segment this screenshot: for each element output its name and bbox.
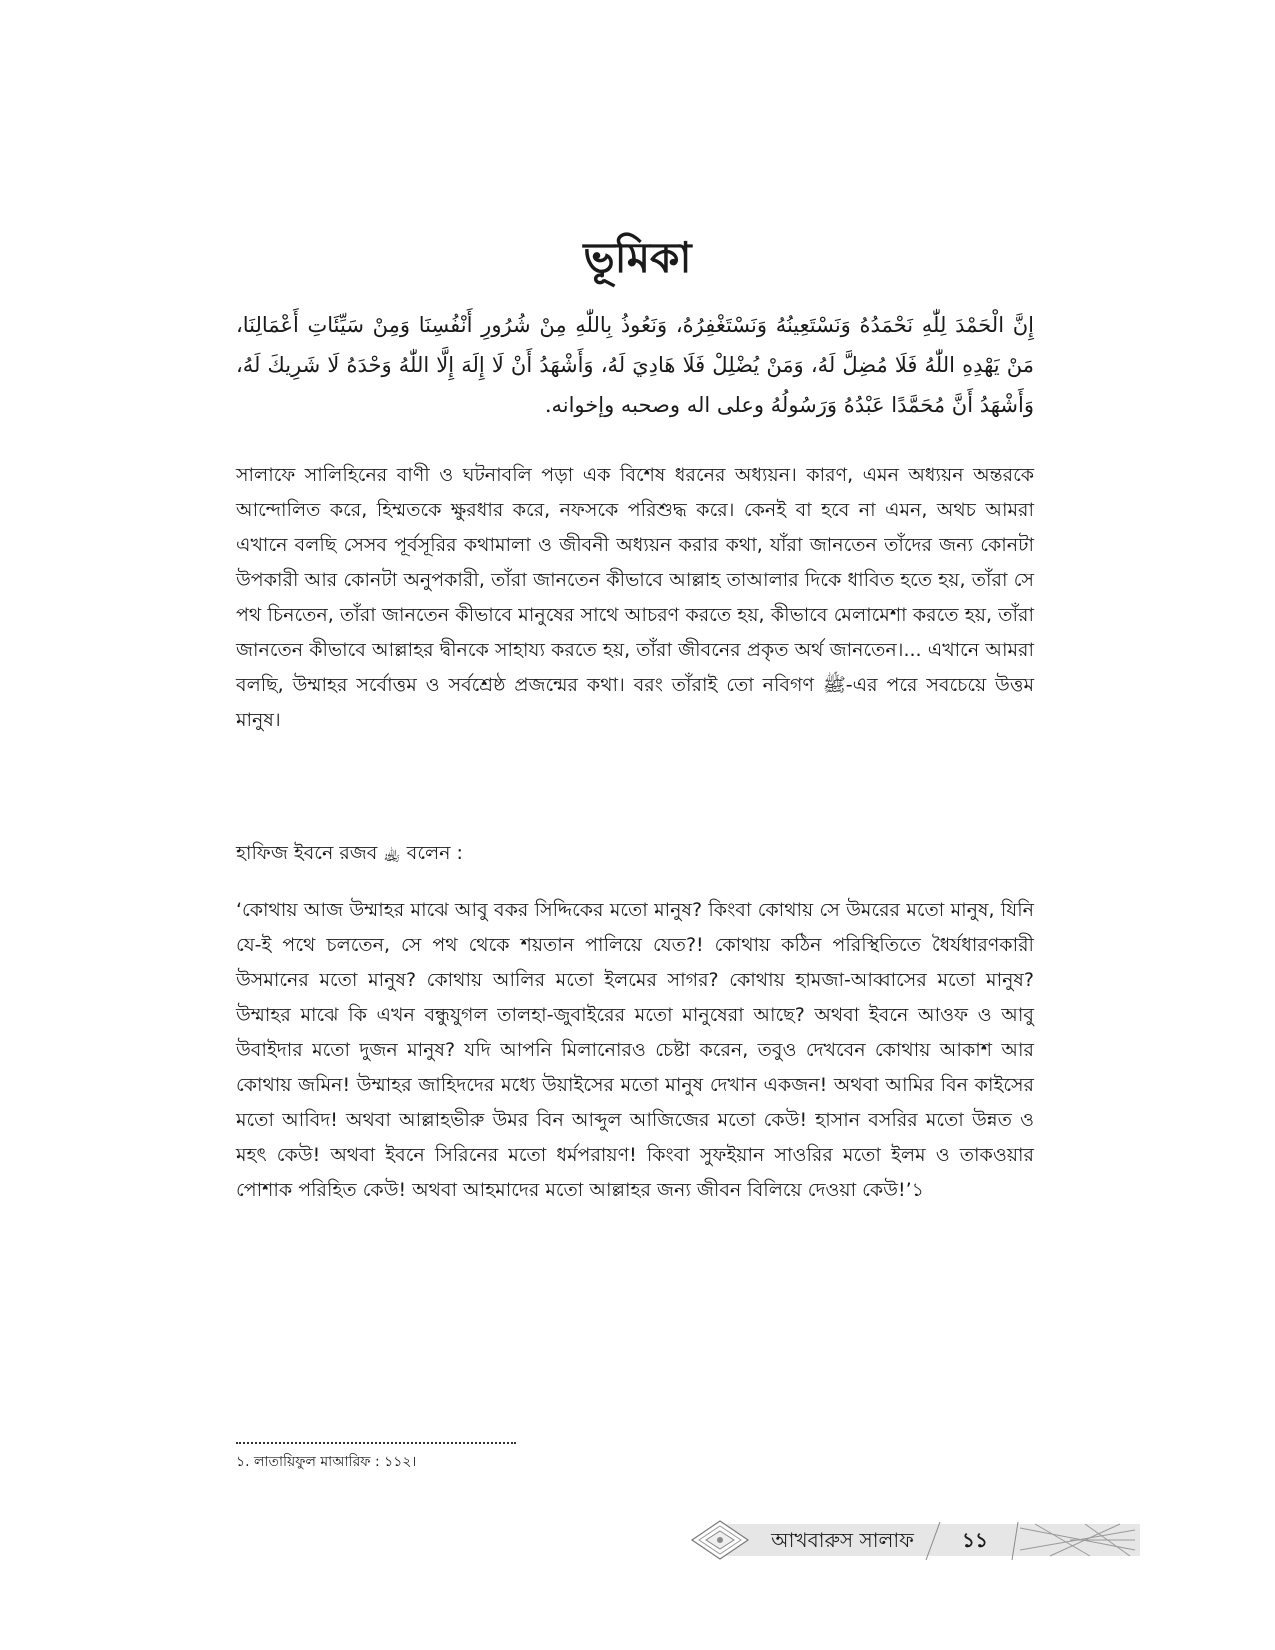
quote-paragraph: ‘কোথায় আজ উম্মাহর মাঝে আবু বকর সিদ্দিকের মতো মানুষ? কিংবা কোথায় সে উমরের মতো মানুষ, যিনি যে-ই পথে চলতেন, সে পথ থেকে শয়তান পালিয়ে যেত?! কোথায় কঠিন পরিস্থিতিতে ধৈর্যধারণকারী উসমানের মতো মানুষ? কোথায় আলির মতো ইলমের সাগর? কোথায় হামজা-আব্বাসের মতো মানুষ? উম্মাহর মাঝে কি এখন বন্ধুযুগল তালহা-জুবাইরের মতো মানুষেরা আছে? অথবা ইবনে আওফ ও আবু উবাইদার মতো দুজন মানুষ? যদি আপনি মিলানোরও চেষ্টা করেন, তবুও দেখবেন কোথায় আকাশ আর কোথায় জমিন! উম্মাহর জাহিদদের মধ্যে উয়াইসের মতো মানুষ দেখান একজন! অথবা আমির বিন কাইসের মতো আবিদ! অথবা আল্লাহভীরু উমর বিন আব্দুল আজিজের মতো কেউ! হাসান বসরির মতো উন্নত ও মহৎ কেউ! অথবা ইবনে সিরিনের মতো ধর্মপরায়ণ! কিংবা সুফইয়ান সাওরির মতো ইলম ও তাকওয়ার পোশাক পরিহিত কেউ! অথবা আহমাদের মতো আল্লাহর জন্য জীবন বিলিয়ে দেওয়া কেউ!’১ xyxy=(236,899,1034,1201)
running-title: আখবারুস সালাফ xyxy=(771,1528,914,1552)
arabic-invocation: إِنَّ الْحَمْدَ لِلّٰهِ نَحْمَدُهُ وَنَسْتَعِينُهُ وَنَسْتَغْفِرُهُ، وَنَعُوذُ بِاللّٰهِ مِنْ شُرُورِ أَنْفُسِنَا وَمِنْ سَيِّئَاتِ أَعْمَالِنَا، مَنْ يَهْدِهِ اللّٰهُ فَلَا مُضِلَّ لَهُ، وَمَنْ يُضْلِلْ فَلَا هَادِيَ لَهُ، وَأَشْهَدُ أَنْ لَا إِلَهَ إِلَّا اللّٰهُ وَحْدَهُ لَا شَرِيكَ لَهُ، وَأَشْهَدُ أَنَّ مُحَمَّدًا عَبْدُهُ وَرَسُولُهُ وعلى اله وصحبه وإخوانه. xyxy=(236,313,1034,417)
page-number: ১১ xyxy=(962,1528,988,1552)
footnote-divider xyxy=(236,1442,516,1444)
quote-attribution: হাফিজ ইবনে রজব ﵀ বলেন : xyxy=(236,842,463,864)
ornament-icon xyxy=(690,1520,750,1560)
page-title: ভূমিকা xyxy=(583,233,692,282)
page-footer xyxy=(690,1520,1140,1560)
footnote: ১. লাতায়িফুল মাআরিফ : ১১২। xyxy=(236,1454,417,1470)
intro-paragraph: সালাফে সালিহিনের বাণী ও ঘটনাবলি পড়া এক বিশেষ ধরনের অধ্যয়ন। কারণ, এমন অধ্যয়ন অন্তরকে আন্দোলিত করে, হিম্মতকে ক্ষুরধার করে, নফসকে পরিশুদ্ধ করে। কেনই বা হবে না এমন, অথচ আমরা এখানে বলছি সেসব পূর্বসূরির কথামালা ও জীবনী অধ্যয়ন করার কথা, যাঁরা জানতেন তাঁদের জন্য কোনটা উপকারী আর কোনটা অনুপকারী, তাঁরা জানতেন কীভাবে আল্লাহ তাআলার দিকে ধাবিত হতে হয়, তাঁরা সে পথ চিনতেন, তাঁরা জানতেন কীভাবে মানুষের সাথে আচরণ করতে হয়, কীভাবে মেলামেশা করতে হয়, তাঁরা জানতেন কীভাবে আল্লাহর দ্বীনকে সাহায্য করতে হয়, তাঁরা জীবনের প্রকৃত অর্থ জানতেন।... এখানে আমরা বলছি, উম্মাহর সর্বোত্তম ও সর্বশ্রেষ্ঠ প্রজন্মের কথা। বরং তাঁরাই তো নবিগণ ﷺ-এর পরে সবচেয়ে উত্তম মানুষ। xyxy=(236,464,1034,731)
